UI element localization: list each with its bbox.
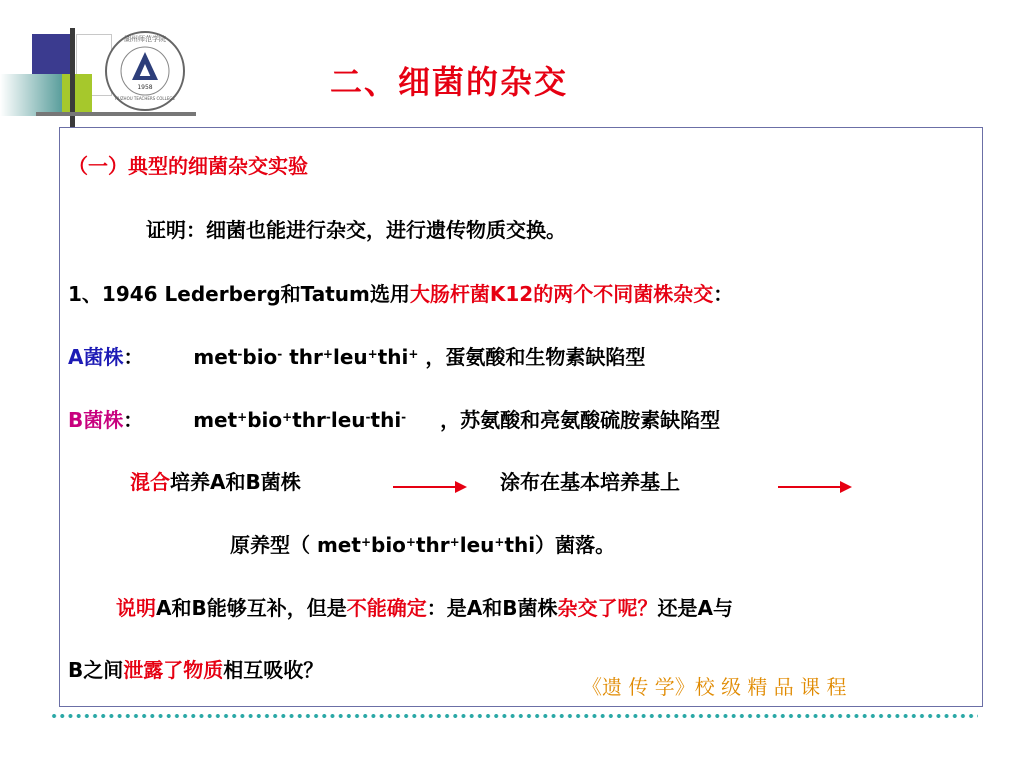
explain-t2: ：是A和B菌株 bbox=[426, 596, 558, 620]
dotted-divider bbox=[50, 713, 978, 719]
strain-a-genotype bbox=[193, 345, 418, 369]
gene-sign: + bbox=[322, 347, 333, 361]
deco-horizontal-bar bbox=[36, 112, 196, 116]
mix-step2: 涂布在基本培养基上 bbox=[500, 470, 680, 494]
explain-line-2 bbox=[68, 657, 323, 683]
arrow-right-icon-2 bbox=[778, 486, 850, 488]
explain2-t1: B之间 bbox=[68, 658, 124, 682]
gene-sign: - bbox=[325, 410, 331, 424]
strain-a-label: A菌株 bbox=[68, 345, 124, 369]
mix-highlight: 混合 bbox=[130, 470, 170, 494]
experiment-suffix: ： bbox=[713, 282, 734, 306]
explain-t3: 还是A与 bbox=[657, 596, 733, 620]
mix-text: 培养A和B菌株 bbox=[170, 470, 301, 494]
deco-navy-block bbox=[32, 34, 72, 76]
strain-b-label: B菌株 bbox=[68, 408, 124, 432]
gene-thr: thr bbox=[415, 533, 450, 557]
gene-thi: thi bbox=[504, 533, 536, 557]
result-line bbox=[230, 532, 615, 558]
gene-sign: + bbox=[405, 535, 416, 549]
gene-met: met bbox=[193, 408, 238, 432]
deco-green-block bbox=[62, 74, 92, 114]
strain-b-colon: ： bbox=[123, 408, 144, 432]
gene-bio: bio bbox=[371, 533, 406, 557]
experiment-prefix: 1、1946 Lederberg和Tatum选用 bbox=[68, 282, 410, 306]
section-heading: （一）典型的细菌杂交实验 bbox=[68, 154, 308, 178]
explain2-h1: 泄露了物质 bbox=[123, 658, 224, 682]
gene-sign: - bbox=[365, 410, 371, 424]
gene-sign: - bbox=[401, 410, 407, 424]
explain-h2: 不能确定 bbox=[346, 596, 427, 620]
college-logo bbox=[104, 30, 186, 112]
logo-text-bottom: HUZHOU TEACHERS COLLEGE bbox=[114, 96, 176, 101]
result-prefix: 原养型（ bbox=[230, 533, 317, 557]
mix-line bbox=[130, 469, 301, 495]
gene-bio: bio bbox=[242, 345, 278, 369]
gene-leu: leu bbox=[330, 408, 366, 432]
logo-text-top: 湖州师范学院 bbox=[124, 35, 166, 43]
strain-b-desc: ，苏氨酸和亮氨酸硫胺素缺陷型 bbox=[440, 408, 721, 432]
explain-line bbox=[116, 595, 733, 621]
gene-thi: thi bbox=[377, 345, 409, 369]
arrow-right-icon bbox=[393, 486, 465, 488]
explain-h1: 说明 bbox=[116, 596, 156, 620]
strain-a-colon: ： bbox=[123, 345, 144, 369]
deco-teal-gradient bbox=[0, 74, 62, 116]
slide-title: 二、细菌的杂交 bbox=[330, 63, 569, 101]
gene-sign: + bbox=[449, 535, 460, 549]
gene-sign: - bbox=[237, 347, 243, 361]
gene-sign: + bbox=[367, 347, 378, 361]
explain2-t2: 相互吸收？ bbox=[223, 658, 324, 682]
strain-a-desc: ，蛋氨酸和生物素缺陷型 bbox=[425, 345, 646, 369]
explain-h3: 杂交了呢？ bbox=[557, 596, 658, 620]
gene-thr: thr bbox=[282, 345, 323, 369]
gene-sign: + bbox=[237, 410, 248, 424]
result-suffix: ）菌落。 bbox=[535, 533, 616, 557]
gene-sign: + bbox=[494, 535, 505, 549]
proof-line: 证明：细菌也能进行杂交，进行遗传物质交换。 bbox=[146, 218, 566, 242]
strain-b-line bbox=[68, 407, 720, 433]
explain-t1: A和B能够互补，但是 bbox=[156, 596, 347, 620]
gene-leu: leu bbox=[332, 345, 368, 369]
footer-course-name: 《遗 传 学》校 级 精 品 课 程 bbox=[582, 675, 847, 699]
gene-sign: + bbox=[282, 410, 293, 424]
gene-sign: - bbox=[277, 347, 283, 361]
gene-met: met bbox=[316, 533, 361, 557]
experiment-highlight: 大肠杆菌K12的两个不同菌株杂交 bbox=[409, 282, 714, 306]
strain-b-genotype bbox=[193, 408, 406, 432]
gene-bio: bio bbox=[247, 408, 283, 432]
gene-leu: leu bbox=[459, 533, 495, 557]
gene-thr: thr bbox=[292, 408, 326, 432]
experiment-line bbox=[68, 281, 733, 307]
result-genotype bbox=[317, 533, 535, 557]
gene-met: met bbox=[193, 345, 238, 369]
gene-sign: + bbox=[360, 535, 371, 549]
gene-sign: + bbox=[408, 347, 419, 361]
gene-thi: thi bbox=[370, 408, 402, 432]
logo-year: 1958 bbox=[137, 84, 153, 91]
strain-a-line bbox=[68, 344, 645, 370]
